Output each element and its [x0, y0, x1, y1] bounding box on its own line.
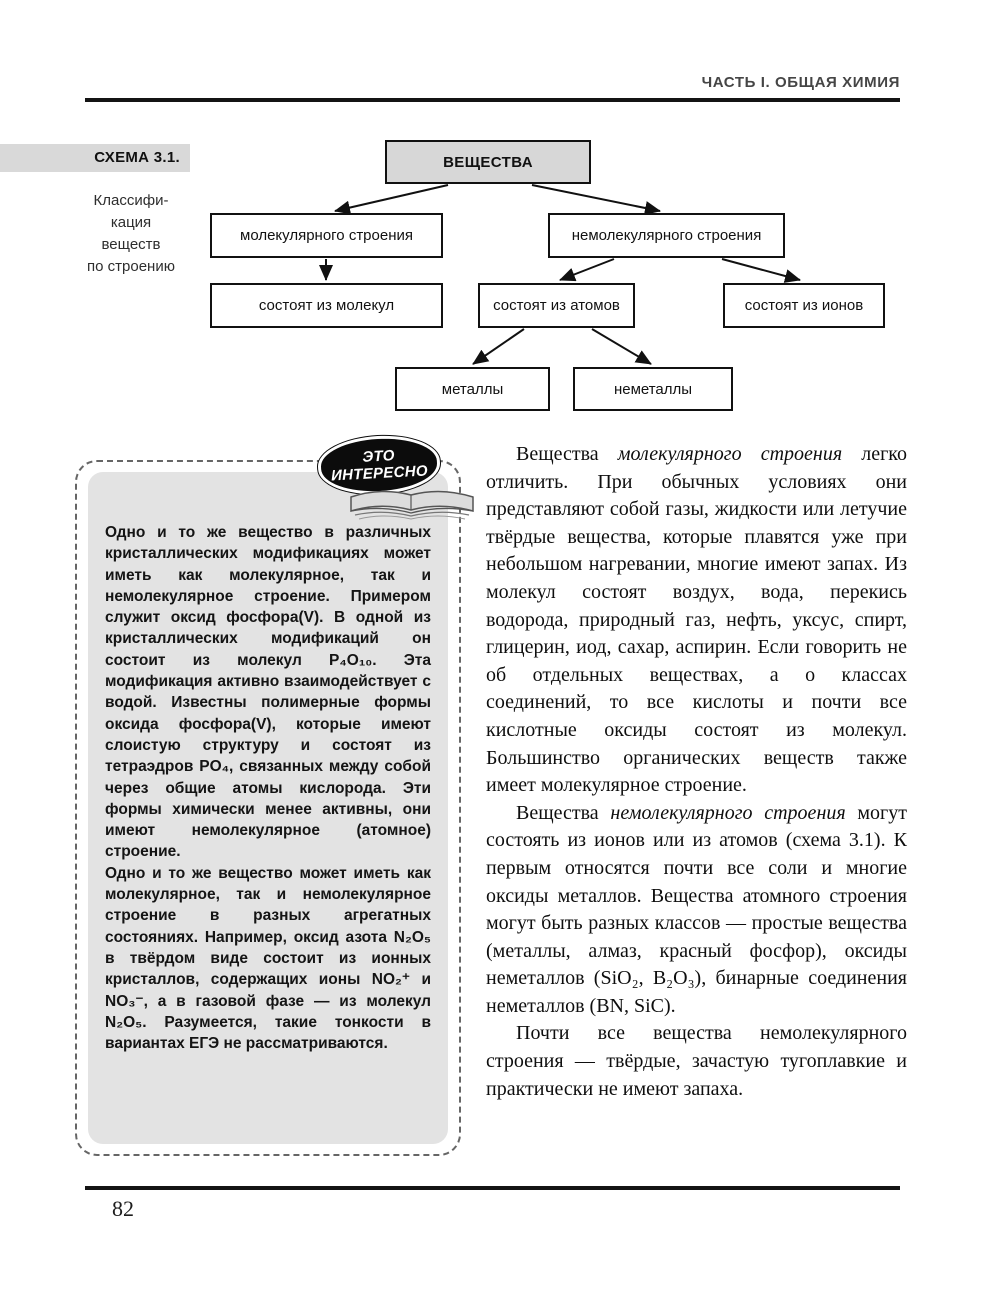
paragraph-text: Вещества: [516, 801, 611, 824]
interesting-paragraph: Одно и то же вещество в различных кристаллических модификациях может иметь как молекулярное, так и немолекулярное строение. Примером служит оксид фосфора(V). В одной из кристаллических модификаций он состоит из молекул P₄O₁₀. Эта модификация активно взаимодействует с водой. Известны полимерные формы оксида фосфора(V), которые имеют слоистую структуру и состоят из тетраэдров PO₄, связанных между собой через общие атомы кислорода. Эти формы химически менее активны, они имеют немолекулярное (атомное) строение.: [105, 524, 431, 861]
bottom-rule: [85, 1186, 900, 1190]
body-paragraph: Почти все вещества немолекулярного строения — твёрдые, зачастую тугоплавкие и практически не имеют запаха.: [486, 1022, 907, 1100]
node-consist-of-atoms: состоят из атомов: [478, 283, 635, 328]
open-book-icon: [346, 484, 478, 526]
classification-flowchart: [0, 130, 986, 425]
top-rule: [85, 98, 900, 102]
paragraph-text: могут состоять из ионов или из атомов (схема 3.1). К первым относятся почти все соли и многие оксиды металлов. Вещества атомного строения могут быть разных классов — простые вещества (металлы, алмаз, красный фосфор), оксиды неметаллов (SiO₂, B₂O₃), бинарные соединения неметаллов (BN, SiC).: [486, 801, 907, 1017]
interesting-note-body: [88, 472, 448, 1144]
schema-caption-line: веществ: [101, 236, 161, 253]
node-nonmolecular-structure: немолекулярного строения: [548, 213, 785, 258]
body-paragraph: [486, 441, 907, 800]
interesting-badge-text: ИНТЕРЕСНО: [330, 462, 429, 485]
page-number: 82: [112, 1196, 134, 1221]
paragraph-text: легко отличить. При обычных условиях они представляют собой газы, жидкости или летучие твёрдые вещества, которые плавятся уже при небольшом нагревании, многие имеют запах. Из молекул состоят воздух, вода, перекись водорода, природный газ, нефть, уксус, спирт, глицерин, иод, сахар, аспирин. Если говорить не об отдельных веществах, а о классах соединений, то все кислоты и почти все кислотные оксиды состоят из молекул. Большинство органических веществ также имеет молекулярное строение.: [486, 443, 908, 797]
paragraph-italic: молекулярного строения: [617, 443, 843, 465]
node-consist-of-molecules: состоят из молекул: [210, 283, 443, 328]
main-text-column: [486, 441, 907, 1103]
schema-label: СХЕМА 3.1.: [0, 144, 190, 172]
node-substances: ВЕЩЕСТВА: [385, 140, 591, 184]
paragraph-italic: немолекулярного строения: [610, 801, 846, 824]
schema-caption-line: Классифи-: [93, 192, 169, 209]
node-consist-of-ions: состоят из ионов: [723, 283, 885, 328]
node-nonmetals: неметаллы: [573, 367, 733, 411]
interesting-note-box: [75, 460, 461, 1156]
body-paragraph: [486, 800, 907, 1021]
running-header: ЧАСТЬ I. ОБЩАЯ ХИМИЯ: [701, 74, 900, 91]
interesting-paragraph: Одно и то же вещество может иметь как молекулярное, так и немолекулярное строение в разных агрегатных состояниях. Например, оксид азота N₂O₅ в твёрдом виде состоит из ионных кристаллов, содержащих ионы NO₂⁺ и NO₃⁻, а в газовой фазе — из молекул N₂O₅. Разумеется, такие тонкости в вариантах ЕГЭ не рассматриваются.: [105, 864, 431, 1053]
node-molecular-structure: молекулярного строения: [210, 213, 443, 258]
interesting-badge: [318, 436, 488, 532]
schema-caption-line: кация: [110, 214, 152, 231]
paragraph-text: Вещества: [516, 443, 618, 465]
node-metals: металлы: [395, 367, 550, 411]
schema-caption-line: по строению: [87, 258, 175, 275]
interesting-badge-text: ЭТО: [361, 447, 396, 466]
